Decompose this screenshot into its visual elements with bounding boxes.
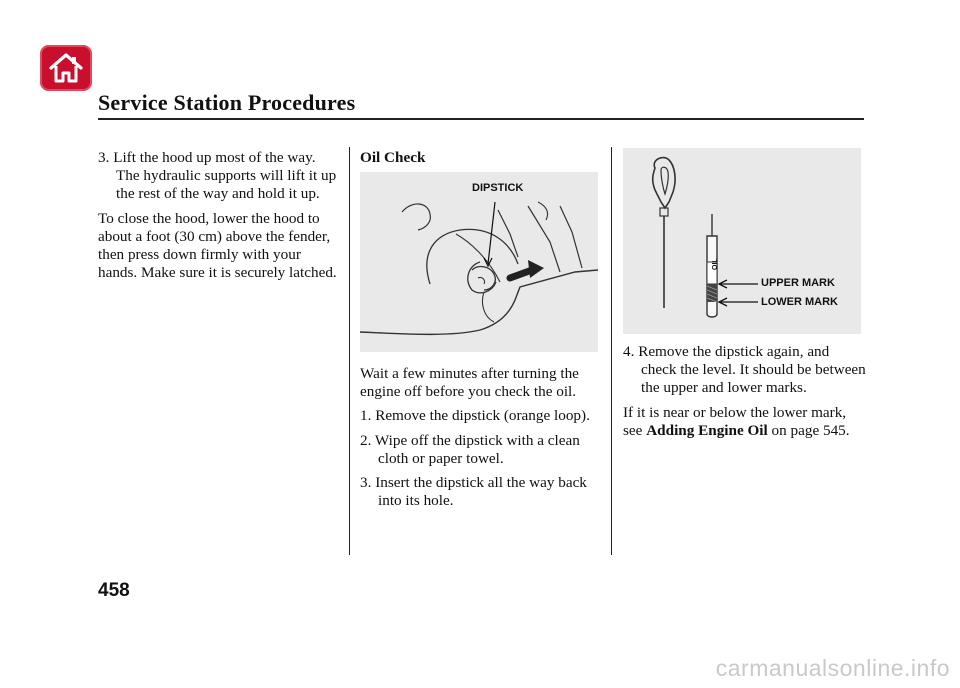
- lower-mark-label: LOWER MARK: [761, 296, 838, 308]
- watermark: carmanualsonline.info: [715, 655, 950, 681]
- column-divider-2: [611, 147, 612, 555]
- oil-step-2: 2. Wipe off the dipstick with a clean cloth or paper towel.: [360, 431, 580, 467]
- adding-engine-oil-link[interactable]: Adding Engine Oil: [646, 421, 768, 439]
- dipstick-engine-illustration: [360, 172, 598, 352]
- low-oil-note-page: on page 545.: [767, 421, 850, 439]
- low-oil-note: [623, 404, 868, 440]
- right-column-body: [623, 343, 868, 446]
- engine-bay-drawing: [360, 172, 598, 352]
- close-hood-paragraph: To close the hood, lower the hood to about a foot (30 cm) above the fender, then press down firmly with your hands. Make sure it is securely latched.: [98, 209, 337, 282]
- left-column: [98, 149, 338, 288]
- middle-column-body: [360, 365, 605, 516]
- column-divider-1: [349, 147, 350, 555]
- step-3: 3. Lift the hood up most of the way. The hydraulic supports will lift it up the rest of the way and hold it up.: [98, 149, 337, 203]
- title-rule: [98, 118, 864, 120]
- svg-text:OIL: OIL: [712, 258, 719, 270]
- oil-step-3: 3. Insert the dipstick all the way back into its hole.: [360, 474, 587, 510]
- oil-step-1: 1. Remove the dipstick (orange loop).: [360, 407, 590, 425]
- dipstick-marks-illustration: [623, 148, 861, 334]
- home-icon: [48, 51, 84, 85]
- oil-check-heading: Oil Check: [360, 149, 426, 166]
- home-button[interactable]: [40, 45, 92, 91]
- dipstick-label: DIPSTICK: [472, 182, 524, 194]
- low-oil-note-text: If it is near or below the lower mark, see: [623, 403, 847, 439]
- middle-column-heading-block: [360, 149, 605, 171]
- oil-step-4: 4. Remove the dipstick again, and check the level. It should be between the upper and lower marks.: [623, 343, 866, 397]
- upper-mark-label: UPPER MARK: [761, 277, 835, 289]
- oil-check-intro: Wait a few minutes after turning the engine off before you check the oil.: [360, 365, 579, 401]
- page-title: Service Station Procedures: [98, 90, 356, 115]
- page-number: 458: [98, 580, 130, 601]
